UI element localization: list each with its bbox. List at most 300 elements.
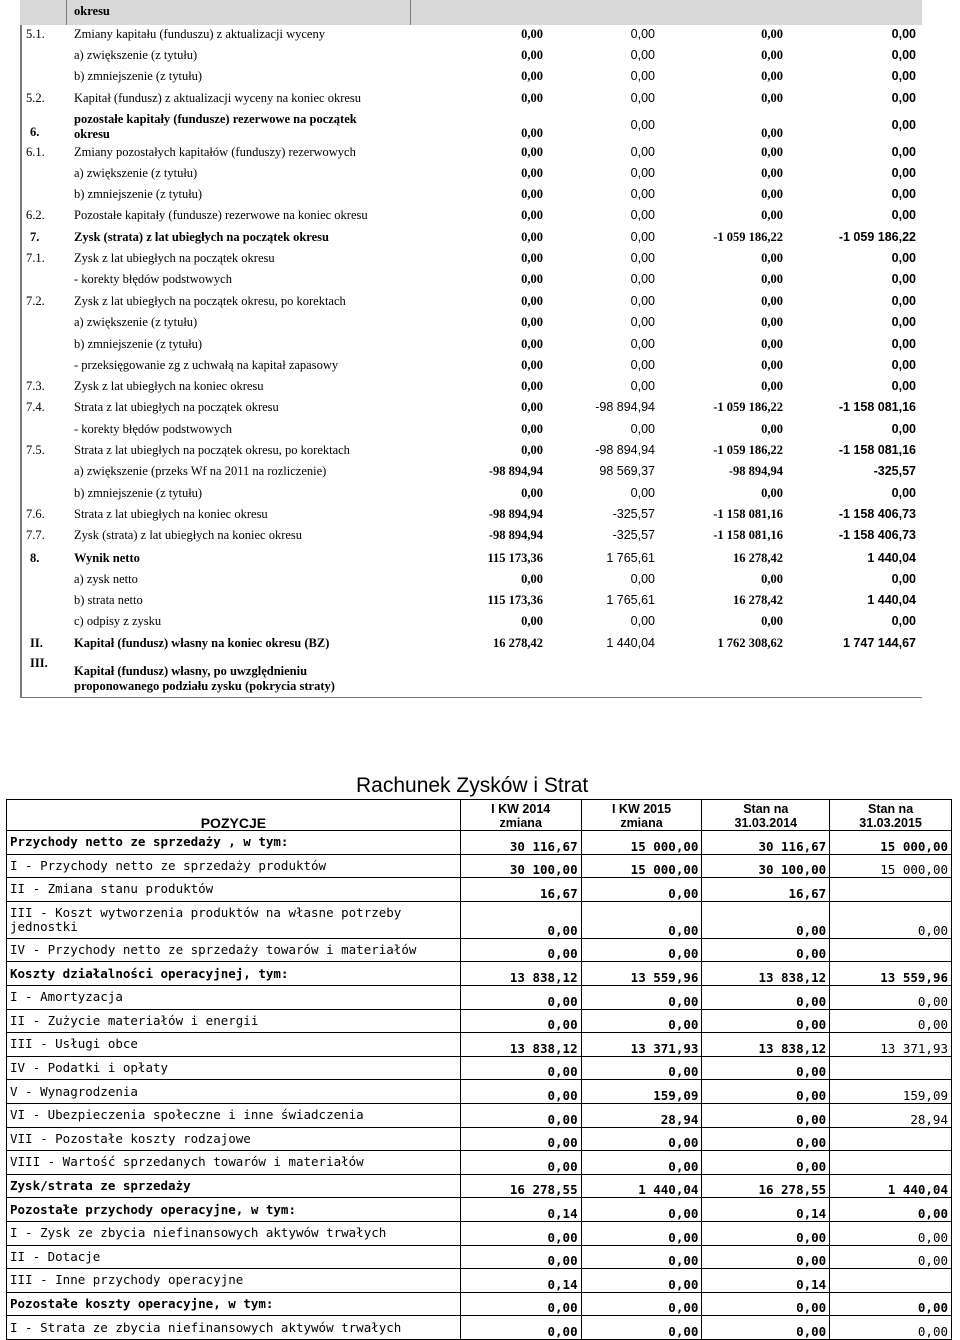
table-row <box>7 1245 952 1269</box>
value-col-2: 0,00 <box>581 901 702 938</box>
value-col-1: 16 278,55 <box>460 1174 581 1198</box>
value-col-1: 0,00 <box>460 1009 581 1033</box>
value-col-2: 0,00 <box>630 486 655 500</box>
table-row <box>7 1033 952 1057</box>
value-col-1: 0,14 <box>460 1269 581 1293</box>
value-col-3: 16 278,42 <box>733 593 783 607</box>
value-col-3: 0,00 <box>702 901 830 938</box>
value-col-3: 13 838,12 <box>702 1033 830 1057</box>
value-col-1: 30 100,00 <box>460 854 581 878</box>
row-label: Pozostałe kapitały (fundusze) rezerwowe na koniec okresu <box>74 208 368 222</box>
value-col-3: -1 059 186,22 <box>713 230 783 244</box>
value-col-2: 0,00 <box>630 208 655 222</box>
table-row <box>7 1292 952 1316</box>
value-col-2: 13 559,96 <box>581 962 702 986</box>
table-row <box>7 962 952 986</box>
value-col-3: 16 278,42 <box>733 551 783 565</box>
value-col-4 <box>830 1269 952 1293</box>
row-label-continued: okresu <box>74 127 110 141</box>
value-col-1: -98 894,94 <box>488 464 543 478</box>
header-q1-2015: I KW 2015 zmiana <box>581 800 702 831</box>
value-col-4: 0,00 <box>891 315 916 329</box>
row-label: c) odpisy z zysku <box>74 614 162 628</box>
value-col-3: -1 158 081,16 <box>713 528 783 542</box>
value-col-4 <box>830 1127 952 1151</box>
value-col-2: 98 569,37 <box>599 464 655 478</box>
row-number: 5.2. <box>26 91 45 105</box>
value-col-4: 15 000,00 <box>830 831 952 855</box>
value-col-1: 0,00 <box>521 486 543 500</box>
value-col-3: 0,00 <box>761 166 783 180</box>
table-row <box>7 1316 952 1340</box>
value-col-4 <box>830 1056 952 1080</box>
value-col-1: 0,00 <box>460 1056 581 1080</box>
position-label: II - Zmiana stanu produktów <box>7 878 461 902</box>
value-col-1: 0,14 <box>460 1198 581 1222</box>
value-col-3: 0,00 <box>761 126 783 140</box>
value-col-1: 0,00 <box>521 272 543 286</box>
value-col-1: 0,00 <box>460 901 581 938</box>
value-col-2: 0,00 <box>581 1292 702 1316</box>
value-col-2: 0,00 <box>581 1245 702 1269</box>
value-col-1: 0,00 <box>521 126 543 140</box>
value-col-2: 159,09 <box>581 1080 702 1104</box>
value-col-4: 0,00 <box>891 145 916 159</box>
value-col-1: -98 894,94 <box>488 507 543 521</box>
value-col-2: 0,00 <box>581 1269 702 1293</box>
row-label: b) zmniejszenie (z tytułu) <box>74 69 203 83</box>
value-col-2: -325,57 <box>612 528 655 542</box>
table-row <box>7 831 952 855</box>
row-number: 7.7. <box>26 528 45 542</box>
value-col-4: 0,00 <box>891 422 916 436</box>
value-col-4: 0,00 <box>830 901 952 938</box>
value-col-1: 0,00 <box>521 315 543 329</box>
value-col-1: 0,00 <box>521 400 543 414</box>
value-col-4 <box>830 1151 952 1175</box>
row-number: 6.1. <box>26 145 45 159</box>
value-col-2: -98 894,94 <box>595 400 655 414</box>
value-col-3: 30 100,00 <box>702 854 830 878</box>
value-col-2: 0,00 <box>630 272 655 286</box>
value-col-4: -325,57 <box>873 464 916 478</box>
table-row <box>7 1127 952 1151</box>
value-col-4: 13 371,93 <box>830 1033 952 1057</box>
header-positions: POZYCJE <box>7 800 461 831</box>
value-col-4: -1 158 081,16 <box>838 443 916 457</box>
value-col-4: 0,00 <box>891 187 916 201</box>
value-col-4: 0,00 <box>891 166 916 180</box>
value-col-4: 0,00 <box>830 1198 952 1222</box>
row-label: Zmiany pozostałych kapitałów (funduszy) rezerwowych <box>74 145 356 159</box>
position-label: Koszty działalności operacyjnej, tym: <box>7 962 461 986</box>
value-col-2: 0,00 <box>630 358 655 372</box>
row-label: b) strata netto <box>74 593 143 607</box>
value-col-4: 0,00 <box>891 91 916 105</box>
value-col-2: 0,00 <box>630 315 655 329</box>
value-col-4: 13 559,96 <box>830 962 952 986</box>
table-bottom-border <box>20 697 922 698</box>
position-label: I - Zysk ze zbycia niefinansowych aktywów trwałych <box>7 1221 461 1245</box>
value-col-2: 0,00 <box>630 422 655 436</box>
value-col-1: 0,00 <box>460 1221 581 1245</box>
position-label: Zysk/strata ze sprzedaży <box>7 1174 461 1198</box>
row-label: a) zysk netto <box>74 572 138 586</box>
value-col-2: 0,00 <box>630 379 655 393</box>
value-col-4: 0,00 <box>891 379 916 393</box>
position-label: IV - Przychody netto ze sprzedaży towarów i materiałów <box>7 938 461 962</box>
value-col-1: 0,00 <box>521 91 543 105</box>
value-col-1: 0,00 <box>521 358 543 372</box>
value-col-4: 0,00 <box>830 1245 952 1269</box>
value-col-1: 16 278,42 <box>493 636 543 650</box>
value-col-3: 0,00 <box>702 1221 830 1245</box>
row-label: - przeksięgowanie zg z uchwałą na kapitał zapasowy <box>74 358 339 372</box>
value-col-4: 0,00 <box>891 337 916 351</box>
value-col-4: 0,00 <box>891 358 916 372</box>
table-row <box>7 878 952 902</box>
value-col-1: 0,00 <box>521 251 543 265</box>
value-col-3: 0,00 <box>761 379 783 393</box>
value-col-3: 0,00 <box>761 145 783 159</box>
row-label: Wynik netto <box>74 551 140 565</box>
value-col-4: 0,00 <box>891 251 916 265</box>
value-col-2: 0,00 <box>581 985 702 1009</box>
table-row <box>7 1056 952 1080</box>
value-col-2: 28,94 <box>581 1103 702 1127</box>
value-col-2: 0,00 <box>630 251 655 265</box>
value-col-1: 0,00 <box>460 1127 581 1151</box>
position-label: Przychody netto ze sprzedaży , w tym: <box>7 831 461 855</box>
row-number: III. <box>30 656 48 670</box>
value-col-3: 16 278,55 <box>702 1174 830 1198</box>
value-col-3: 0,00 <box>702 1151 830 1175</box>
value-col-1: 0,00 <box>521 166 543 180</box>
table-row <box>7 1103 952 1127</box>
value-col-2: 0,00 <box>630 91 655 105</box>
value-col-4: -1 158 081,16 <box>838 400 916 414</box>
row-label: Strata z lat ubiegłych na koniec okresu <box>74 507 268 521</box>
value-col-3: 0,00 <box>761 294 783 308</box>
value-col-4: 1 440,04 <box>830 1174 952 1198</box>
row-number: 7.4. <box>26 400 45 414</box>
table-row <box>7 1151 952 1175</box>
value-col-3: 0,00 <box>761 187 783 201</box>
value-col-2: 1 440,04 <box>606 636 655 650</box>
value-col-4: -1 158 406,73 <box>838 507 916 521</box>
value-col-4 <box>830 878 952 902</box>
row-number: 7.5. <box>26 443 45 457</box>
value-col-3: 0,00 <box>761 69 783 83</box>
value-col-1: 0,00 <box>521 48 543 62</box>
value-col-2: 0,00 <box>630 145 655 159</box>
value-col-1: 13 838,12 <box>460 1033 581 1057</box>
row-label: Zysk (strata) z lat ubiegłych na koniec okresu <box>74 528 303 542</box>
value-col-2: 0,00 <box>630 27 655 41</box>
value-col-3: -98 894,94 <box>728 464 783 478</box>
position-label: III - Usługi obce <box>7 1033 461 1057</box>
row-number: 7.3. <box>26 379 45 393</box>
value-col-3: 0,00 <box>702 938 830 962</box>
value-col-3: 30 116,67 <box>702 831 830 855</box>
position-label: I - Amortyzacja <box>7 985 461 1009</box>
row-label: Kapitał (fundusz) z aktualizacji wyceny na koniec okresu <box>74 91 362 105</box>
value-col-4: 0,00 <box>891 118 916 132</box>
value-col-4: 15 000,00 <box>830 854 952 878</box>
value-col-3: 0,00 <box>702 1103 830 1127</box>
row-number: 8. <box>30 551 40 565</box>
position-label: II - Dotacje <box>7 1245 461 1269</box>
value-col-3: 1 762 308,62 <box>717 636 783 650</box>
value-col-4: 0,00 <box>830 1292 952 1316</box>
value-col-1: 0,00 <box>521 379 543 393</box>
row-label: Strata z lat ubiegłych na początek okresu, po korektach <box>74 443 350 457</box>
value-col-2: 0,00 <box>630 69 655 83</box>
position-label: I - Strata ze zbycia niefinansowych aktywów trwałych <box>7 1316 461 1340</box>
row-number: 6. <box>30 125 40 139</box>
table-row <box>7 938 952 962</box>
value-col-3: 0,00 <box>761 614 783 628</box>
value-col-4: 0,00 <box>891 27 916 41</box>
row-label: b) zmniejszenie (z tytułu) <box>74 337 203 351</box>
value-col-4: 0,00 <box>891 48 916 62</box>
header-row-background <box>20 0 922 25</box>
row-label: - korekty błędów podstwowych <box>74 422 232 436</box>
position-label: III - Inne przychody operacyjne <box>7 1269 461 1293</box>
value-col-1: 0,00 <box>521 187 543 201</box>
value-col-2: 13 371,93 <box>581 1033 702 1057</box>
row-number: 7.2. <box>26 294 45 308</box>
value-col-3: 0,00 <box>761 422 783 436</box>
row-number: 6.2. <box>26 208 45 222</box>
row-label: a) zwiększenie (z tytułu) <box>74 315 198 329</box>
row-label: Strata z lat ubiegłych na początek okresu <box>74 400 279 414</box>
value-col-4: 0,00 <box>891 69 916 83</box>
value-col-1: 13 838,12 <box>460 962 581 986</box>
row-label: okresu <box>74 4 110 18</box>
table-row <box>7 854 952 878</box>
row-label: Zysk z lat ubiegłych na początek okresu <box>74 251 275 265</box>
value-col-1: 0,00 <box>521 145 543 159</box>
value-col-4: 0,00 <box>830 1009 952 1033</box>
value-col-4: 0,00 <box>891 208 916 222</box>
value-col-2: 0,00 <box>630 48 655 62</box>
value-col-3: 0,00 <box>761 272 783 286</box>
row-number: 7.1. <box>26 251 45 265</box>
position-label: VI - Ubezpieczenia społeczne i inne świadczenia <box>7 1103 461 1127</box>
value-col-1: 0,00 <box>521 208 543 222</box>
header-state-2014: Stan na 31.03.2014 <box>702 800 830 831</box>
value-col-1: 0,00 <box>521 27 543 41</box>
value-col-4: 0,00 <box>830 985 952 1009</box>
column-divider <box>410 0 411 25</box>
value-col-3: 13 838,12 <box>702 962 830 986</box>
value-col-3: 0,00 <box>702 1127 830 1151</box>
position-label: IV - Podatki i opłaty <box>7 1056 461 1080</box>
value-col-2: 15 000,00 <box>581 831 702 855</box>
value-col-1: 0,00 <box>521 294 543 308</box>
row-label: Kapitał (fundusz) własny, po uwzględnieniu <box>74 664 308 678</box>
value-col-3: 16,67 <box>702 878 830 902</box>
value-col-3: 0,00 <box>761 27 783 41</box>
row-label: Zysk z lat ubiegłych na koniec okresu <box>74 379 264 393</box>
value-col-2: 0,00 <box>581 1009 702 1033</box>
value-col-2: 0,00 <box>630 337 655 351</box>
value-col-2: -325,57 <box>612 507 655 521</box>
value-col-2: 0,00 <box>581 1221 702 1245</box>
row-label: - korekty błędów podstwowych <box>74 272 232 286</box>
value-col-4: 0,00 <box>830 1221 952 1245</box>
value-col-3: 0,00 <box>761 337 783 351</box>
value-col-2: 0,00 <box>581 1316 702 1340</box>
value-col-3: 0,00 <box>702 1292 830 1316</box>
value-col-1: 0,00 <box>521 230 543 244</box>
value-col-2: 0,00 <box>630 166 655 180</box>
table-row <box>7 1269 952 1293</box>
row-number: 7. <box>30 230 40 244</box>
value-col-2: -98 894,94 <box>595 443 655 457</box>
value-col-1: -98 894,94 <box>488 528 543 542</box>
position-label: II - Zużycie materiałów i energii <box>7 1009 461 1033</box>
value-col-3: 0,00 <box>761 358 783 372</box>
value-col-1: 115 173,36 <box>487 551 543 565</box>
value-col-1: 0,00 <box>521 614 543 628</box>
value-col-4: 0,00 <box>891 272 916 286</box>
value-col-2: 0,00 <box>630 294 655 308</box>
row-label: a) zwiększenie (z tytułu) <box>74 166 198 180</box>
value-col-1: 0,00 <box>460 1080 581 1104</box>
value-col-3: 0,00 <box>761 91 783 105</box>
value-col-3: 0,00 <box>761 486 783 500</box>
value-col-3: 0,00 <box>702 1080 830 1104</box>
value-col-4: 0,00 <box>891 294 916 308</box>
position-label: Pozostałe przychody operacyjne, w tym: <box>7 1198 461 1222</box>
position-label: III - Koszt wytworzenia produktów na własne potrzeby jednostki <box>7 901 461 938</box>
value-col-2: 0,00 <box>630 118 655 132</box>
value-col-4: -1 059 186,22 <box>838 230 916 244</box>
row-number: 5.1. <box>26 27 45 41</box>
value-col-3: 0,14 <box>702 1198 830 1222</box>
value-col-1: 0,00 <box>521 443 543 457</box>
value-col-4: 0,00 <box>891 572 916 586</box>
value-col-3: -1 158 081,16 <box>713 507 783 521</box>
value-col-3: 0,00 <box>761 251 783 265</box>
row-label: pozostałe kapitały (fundusze) rezerwowe na początek <box>74 112 357 126</box>
value-col-1: 0,00 <box>460 1151 581 1175</box>
value-col-4: 159,09 <box>830 1080 952 1104</box>
value-col-3: 0,00 <box>702 1316 830 1340</box>
row-label: Zysk z lat ubiegłych na początek okresu, po korektach <box>74 294 346 308</box>
income-statement-table <box>6 799 952 1340</box>
table-row <box>7 1009 952 1033</box>
row-number: II. <box>30 636 43 650</box>
value-col-1: 0,00 <box>460 1316 581 1340</box>
row-label: b) zmniejszenie (z tytułu) <box>74 486 203 500</box>
row-label-continued: proponowanego podziału zysku (pokrycia straty) <box>74 679 335 693</box>
value-col-3: 0,00 <box>761 48 783 62</box>
value-col-1: 0,00 <box>460 1292 581 1316</box>
value-col-3: -1 059 186,22 <box>713 443 783 457</box>
value-col-4: 1 440,04 <box>867 551 916 565</box>
table-row <box>7 1198 952 1222</box>
value-col-1: 0,00 <box>460 1103 581 1127</box>
value-col-3: -1 059 186,22 <box>713 400 783 414</box>
row-label: b) zmniejszenie (z tytułu) <box>74 187 203 201</box>
value-col-3: 0,00 <box>702 1245 830 1269</box>
table-row <box>7 985 952 1009</box>
value-col-3: 0,00 <box>761 572 783 586</box>
value-col-1: 16,67 <box>460 878 581 902</box>
header-q1-2014: I KW 2014 zmiana <box>460 800 581 831</box>
value-col-4: 1 747 144,67 <box>843 636 916 650</box>
position-label: VIII - Wartość sprzedanych towarów i materiałów <box>7 1151 461 1175</box>
header-row <box>7 800 952 831</box>
value-col-4: 0,00 <box>891 614 916 628</box>
position-label: I - Przychody netto ze sprzedaży produktów <box>7 854 461 878</box>
row-label: Zysk (strata) z lat ubiegłych na początek okresu <box>74 230 329 244</box>
position-label: VII - Pozostałe koszty rodzajowe <box>7 1127 461 1151</box>
header-state-2015: Stan na 31.03.2015 <box>830 800 952 831</box>
value-col-3: 0,00 <box>702 1009 830 1033</box>
table-left-border <box>20 25 22 697</box>
column-divider <box>66 0 67 25</box>
row-label: Zmiany kapitału (funduszu) z aktualizacji wyceny <box>74 27 325 41</box>
row-number: 7.6. <box>26 507 45 521</box>
value-col-4: 0,00 <box>891 486 916 500</box>
position-label: V - Wynagrodzenia <box>7 1080 461 1104</box>
value-col-1: 115 173,36 <box>487 593 543 607</box>
position-label: Pozostałe koszty operacyjne, w tym: <box>7 1292 461 1316</box>
value-col-2: 0,00 <box>581 1127 702 1151</box>
value-col-3: 0,00 <box>761 315 783 329</box>
value-col-1: 0,00 <box>521 422 543 436</box>
value-col-2: 1 765,61 <box>606 551 655 565</box>
value-col-2: 0,00 <box>630 614 655 628</box>
value-col-2: 1 440,04 <box>581 1174 702 1198</box>
value-col-2: 0,00 <box>581 1198 702 1222</box>
value-col-2: 0,00 <box>581 878 702 902</box>
value-col-4: -1 158 406,73 <box>838 528 916 542</box>
value-col-3: 0,00 <box>702 985 830 1009</box>
income-statement-body <box>7 831 952 1340</box>
value-col-4: 1 440,04 <box>867 593 916 607</box>
value-col-3: 0,14 <box>702 1269 830 1293</box>
value-col-2: 15 000,00 <box>581 854 702 878</box>
table-row <box>7 1080 952 1104</box>
table-row <box>7 901 952 938</box>
value-col-2: 0,00 <box>581 938 702 962</box>
value-col-4: 0,00 <box>830 1316 952 1340</box>
table-row <box>7 1174 952 1198</box>
row-label: a) zwiększenie (przeks Wf na 2011 na rozliczenie) <box>74 464 327 478</box>
value-col-3: 0,00 <box>702 1056 830 1080</box>
page-title: Rachunek Zysków i Strat <box>356 774 589 797</box>
value-col-4 <box>830 938 952 962</box>
value-col-2: 0,00 <box>630 572 655 586</box>
row-label: Kapitał (fundusz) własny na koniec okresu (BZ) <box>74 636 330 650</box>
value-col-2: 0,00 <box>630 230 655 244</box>
row-label: a) zwiększenie (z tytułu) <box>74 48 198 62</box>
value-col-1: 0,00 <box>521 572 543 586</box>
value-col-4: 28,94 <box>830 1103 952 1127</box>
value-col-2: 0,00 <box>581 1151 702 1175</box>
value-col-1: 0,00 <box>521 337 543 351</box>
value-col-2: 1 765,61 <box>606 593 655 607</box>
value-col-3: 0,00 <box>761 208 783 222</box>
value-col-2: 0,00 <box>581 1056 702 1080</box>
value-col-1: 0,00 <box>460 1245 581 1269</box>
value-col-1: 0,00 <box>460 985 581 1009</box>
